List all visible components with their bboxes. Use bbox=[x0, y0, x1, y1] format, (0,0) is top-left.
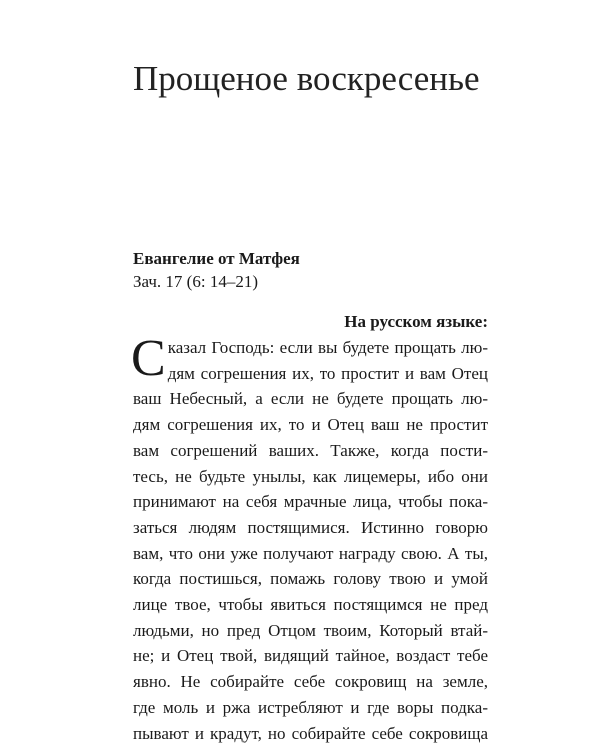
text-line: не; и Отец твой, видящий тайное, воздаст тебе bbox=[133, 646, 488, 666]
page-title: Прощеное воскресенье bbox=[133, 59, 480, 98]
text-line: явно. Не собирайте себе сокровищ на земле, bbox=[133, 672, 488, 692]
text-line: заться людям постящимися. Истинно говорю bbox=[133, 517, 488, 537]
language-label: На русском языке: bbox=[344, 312, 488, 331]
text-line: лице твое, чтобы явиться постящимся не пред bbox=[133, 595, 488, 615]
text-line: ваш Небесный, а если не будете прощать лю- bbox=[133, 389, 488, 409]
text-line: вам, что они уже получают награду свою. А ты, bbox=[133, 543, 488, 563]
drop-cap: С bbox=[131, 330, 166, 387]
text-line: тесь, не будьте унылы, как лицемеры, ибо они bbox=[133, 466, 488, 486]
reading-heading: Евангелие от Матфея bbox=[133, 249, 300, 268]
text-line: дям согрешения их, то простит и вам Отец bbox=[167, 363, 488, 383]
text-line: людьми, но пред Отцом твоим, Который втай- bbox=[133, 620, 488, 640]
text-line: вам согрешений ваших. Также, когда пости- bbox=[133, 440, 488, 460]
text-line: когда постишься, помажь голову твою и умой bbox=[133, 569, 488, 589]
gospel-text bbox=[131, 330, 488, 746]
text-line: принимают на себя мрачные лица, чтобы пока- bbox=[133, 492, 488, 512]
text-line: дям согрешения их, то и Отец ваш не простит bbox=[133, 415, 488, 435]
text-line: казал Господь: если вы будете прощать лю- bbox=[167, 338, 488, 357]
text-line: пывают и крадут, но собирайте себе сокровища bbox=[133, 723, 488, 743]
reading-reference: Зач. 17 (6: 14–21) bbox=[133, 272, 258, 291]
text-line: где моль и ржа истребляют и где воры подка- bbox=[133, 697, 488, 717]
